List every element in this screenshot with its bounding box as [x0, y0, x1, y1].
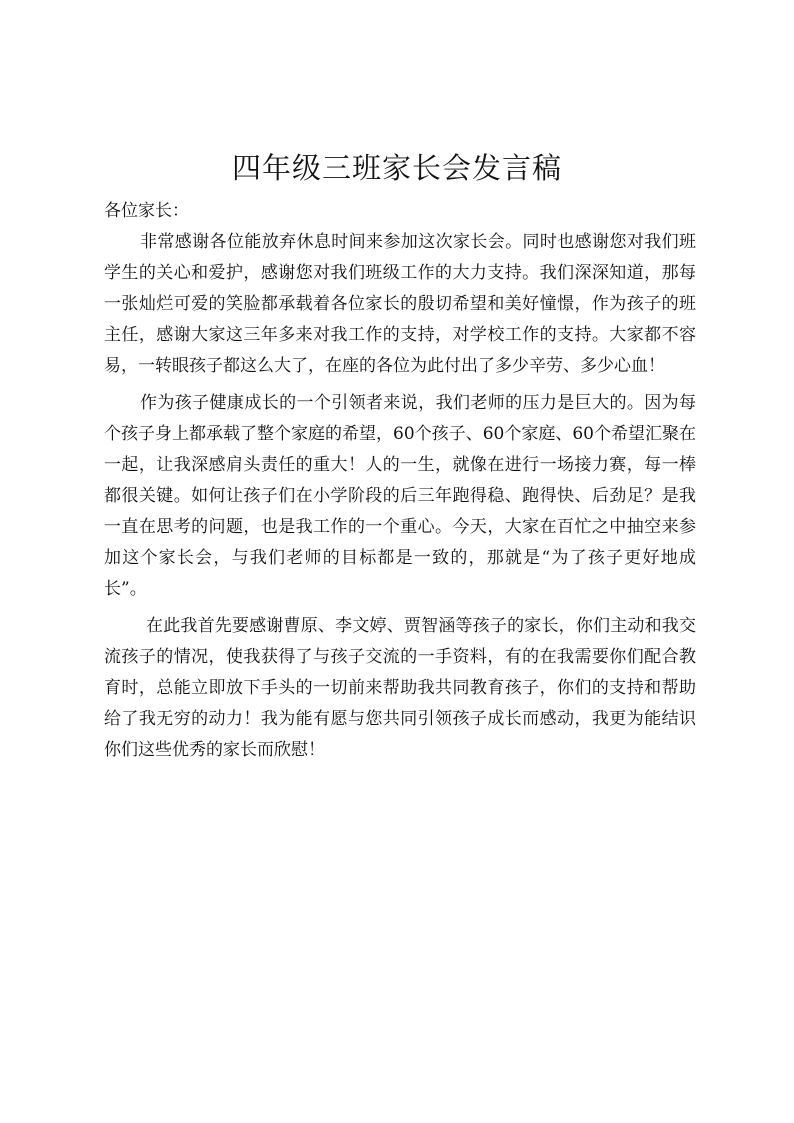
paragraph-1: 非常感谢各位能放弃休息时间来参加这次家长会。同时也感谢您对我们班学生的关心和爱护，感谢您对我们班级工作的大力支持。我们深深知道，那每一张灿烂可爱的笑脸都承载着各位家长的殷切希望和美好憧憬，作为孩子的班主任，感谢大家这三年多来对我工作的支持，对学校工作的支持。大家都不容易，一转眼孩子都这么大了，在座的各位为此付出了多少辛劳、多少心血！	[104, 232, 696, 376]
document-body	[104, 196, 696, 766]
document-title: 四年级三班家长会发言稿	[231, 151, 562, 185]
paragraph-2: 作为孩子健康成长的一个引领者来说，我们老师的压力是巨大的。因为每个孩子身上都承载了整个家庭的希望，60个孩子、60个家庭、60个希望汇聚在一起，让我深感肩头责任的重大！人的一生，就像在进行一场接力赛，每一棒都很关键。如何让孩子们在小学阶段的后三年跑得稳、跑得快、后劲足？是我一直在思考的问题，也是我工作的一个重心。今天，大家在百忙之中抽空来参加这个家长会，与我们老师的目标都是一致的，那就是“为了孩子更好地成长”。	[104, 393, 696, 599]
paragraph-3: 在此我首先要感谢曹原、李文婷、贾智涵等孩子的家长，你们主动和我交流孩子的情况，使我获得了与孩子交流的一手资料，有的在我需要你们配合教育时，总能立即放下手头的一切前来帮助我共同教育孩子，你们的支持和帮助给了我无穷的动力！我为能有愿与您共同引领孩子成长而感动，我更为能结识你们这些优秀的家长而欣慰！	[104, 616, 696, 760]
greeting-line: 各位家长：	[104, 201, 189, 221]
